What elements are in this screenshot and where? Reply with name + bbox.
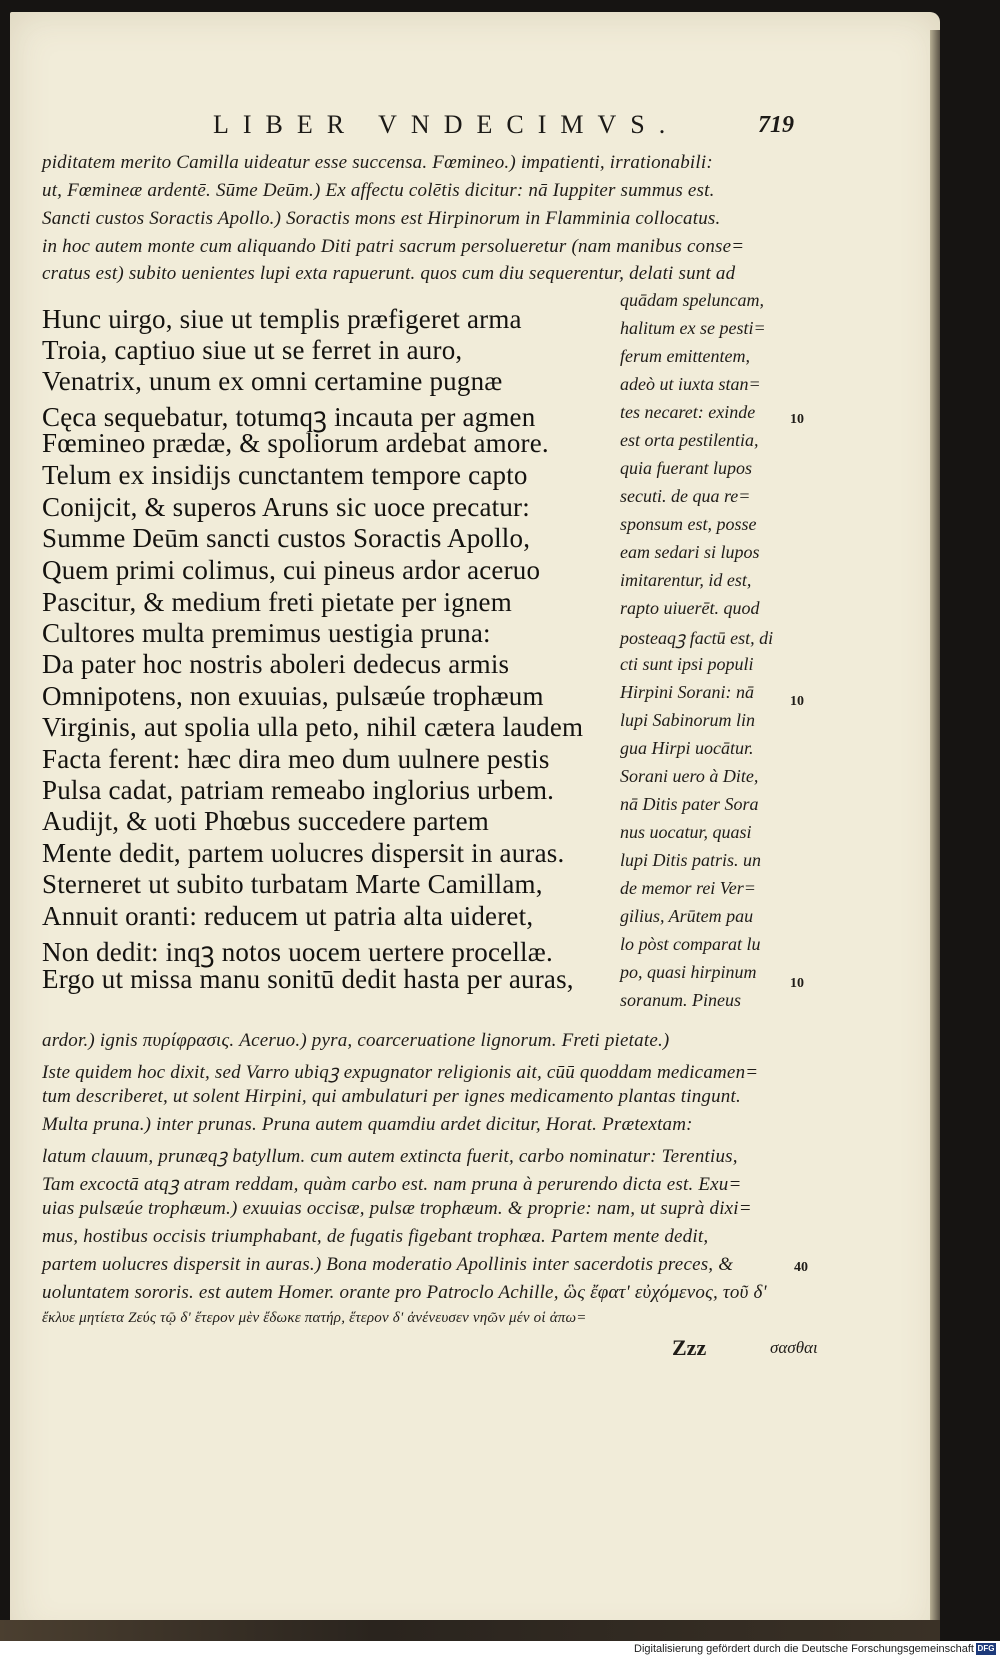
side-line: gilius, Arūtem pau (620, 906, 754, 926)
side-line: gua Hirpi uocātur. (620, 738, 754, 758)
signature-mark: Zzz (672, 1335, 707, 1360)
commentary-line: ἔκλυε μητίετα Ζεύς τῷ δ' ἕτερον μὲν ἔδωκε πατήρ, ἕτερον δ' ἀνένευσεν νηῶν μέν οἱ ἀπω= (42, 1310, 587, 1326)
side-line: quādam speluncam, (620, 290, 764, 310)
line-number: 10 (790, 412, 804, 427)
commentary-line: tum describeret, ut solent Hirpini, qui ambulaturi per ignes medicamento plantas tingunt. (42, 1086, 741, 1107)
verse-line: Cęca sequebatur, totumqꝫ incauta per agmen (42, 402, 536, 432)
side-line: secuti. de qua re= (620, 486, 751, 506)
commentary-line: partem uolucres dispersit in auras.) Bona moderatio Apollinis inter sacerdotis preces, & (42, 1254, 734, 1275)
side-line: eam sedari si lupos (620, 542, 760, 562)
verse-line: Audijt, & uoti Phœbus succedere partem (42, 806, 490, 836)
verse-line: Cultores multa premimus uestigia pruna: (42, 618, 491, 648)
side-line: est orta pestilentia, (620, 430, 759, 450)
commentary-line: in hoc autem monte cum aliquando Diti patri sacrum persolueretur (nam manibus conse= (42, 236, 745, 257)
side-line: imitarentur, id est, (620, 570, 752, 590)
commentary-line: Tam excoctā atqꝫ atram reddam, quàm carbo est. nam pruna à perurendo dicta est. Exu= (42, 1174, 742, 1195)
commentary-line: uias pulsæúe trophæum.) exuuias occisæ, pulsæ trophæum. & proprie: nam, ut suprà dixi= (42, 1198, 752, 1219)
running-title: LIBER VNDECIMVS. (213, 110, 680, 139)
side-line: de memor rei Ver= (620, 878, 756, 898)
verse-line: Hunc uirgo, siue ut templis præfigeret arma (42, 304, 522, 334)
verse-line: Sterneret ut subito turbatam Marte Camillam, (42, 869, 543, 899)
verse-line: Ergo ut missa manu sonitū dedit hasta per auras, (42, 964, 574, 994)
side-line: soranum. Pineus (620, 990, 741, 1010)
catchword: σασθαι (770, 1338, 818, 1357)
verse-line: Telum ex insidijs cunctantem tempore capto (42, 460, 528, 490)
side-line: rapto uiuerēt. quod (620, 598, 760, 618)
commentary-line: latum clauum, prunæqꝫ batyllum. cum autem extincta fuerit, carbo nominatur: Terentius, (42, 1146, 738, 1167)
verse-line: Da pater hoc nostris aboleri dedecus armis (42, 649, 510, 679)
commentary-line: ardor.) ignis πυρίφρασις. Aceruo.) pyra, coarceruatione lignorum. Freti pietate.) (42, 1030, 670, 1051)
side-line: posteaqꝫ factū est, di (620, 628, 774, 648)
commentary-line: uoluntatem sororis. est autem Homer. orante pro Patroclo Achille, ὣς ἔφατ' εὐχόμενος, τοῦ δ' (42, 1282, 767, 1303)
verse-line: Conijcit, & superos Aruns sic uoce precatur: (42, 492, 530, 522)
commentary-line: Iste quidem hoc dixit, sed Varro ubiqꝫ expugnator religionis ait, cūū quoddam medicamen= (42, 1062, 759, 1083)
verse-line: Fœmineo prædæ, & spoliorum ardebat amore. (42, 428, 549, 458)
side-line: Hirpini Sorani: nā (620, 682, 755, 702)
verse-line: Summe Deūm sancti custos Soractis Apollo, (42, 523, 531, 553)
side-line: tes necaret: exinde (620, 402, 756, 422)
side-line: adeò ut iuxta stan= (620, 374, 761, 394)
line-number: 10 (790, 976, 804, 991)
dfg-logo: DFG (977, 1644, 995, 1653)
page-bottom-edge (0, 1620, 940, 1642)
side-line: lo pòst comparat lu (620, 934, 761, 954)
folio-number: 719 (758, 112, 794, 138)
side-line: Sorani uero à Dite, (620, 766, 759, 786)
verse-line: Quem primi colimus, cui pineus ardor aceruo (42, 555, 541, 585)
side-line: lupi Ditis patris. un (620, 850, 762, 870)
commentary-line: cratus est) subito uenientes lupi exta rapuerunt. quos cum diu sequerentur, delati sunt ad (42, 263, 736, 284)
side-line: halitum ex se pesti= (620, 318, 766, 338)
commentary-line: Sancti custos Soractis Apollo.) Soractis mons est Hirpinorum in Flamminia collocatus. (42, 208, 721, 229)
margin-number: 40 (794, 1260, 808, 1275)
side-line: cti sunt ipsi populi (620, 654, 754, 674)
verse-line: Annuit oranti: reducem ut patria alta uideret, (42, 901, 534, 931)
side-line: po, quasi hirpinum (620, 962, 757, 982)
line-number: 10 (790, 694, 804, 709)
side-line: nus uocatur, quasi (620, 822, 752, 842)
commentary-line: piditatem merito Camilla uideatur esse succensa. Fœmineo.) impatienti, irrationabili: (42, 152, 713, 173)
commentary-line: mus, hostibus occisis triumphabant, de fugatis figebant trophæa. Partem mente dedit, (42, 1226, 709, 1247)
verse-line: Troia, captiuo siue ut se ferret in auro, (42, 335, 463, 365)
verse-line: Pulsa cadat, patriam remeabo inglorius urbem. (42, 775, 555, 805)
verse-line: Pascitur, & medium freti pietate per ignem (42, 587, 512, 617)
funding-note: Digitalisierung gefördert durch die Deutsche Forschungsgemeinschaft (634, 1643, 974, 1655)
side-line: sponsum est, posse (620, 514, 757, 534)
verse-line: Facta ferent: hæc dira meo dum uulnere pestis (42, 744, 550, 774)
page-edge (930, 30, 940, 1630)
side-line: lupi Sabinorum lin (620, 710, 756, 730)
verse-line: Non dedit: inqꝫ notos uocem uertere procellæ. (42, 937, 553, 967)
verse-line: Virginis, aut spolia ulla peto, nihil cætera laudem (42, 712, 584, 742)
side-line: nā Ditis pater Sora (620, 794, 759, 814)
commentary-line: ut, Fœmineæ ardentē. Sūme Deūm.) Ex affectu colētis dicitur: nā Iuppiter summus est. (42, 180, 715, 201)
side-line: ferum emittentem, (620, 346, 750, 366)
side-line: quia fuerant lupos (620, 458, 753, 478)
commentary-line: Multa pruna.) inter prunas. Pruna autem quamdiu ardet dicitur, Horat. Prætextam: (42, 1114, 693, 1135)
verse-line: Mente dedit, partem uolucres dispersit in auras. (42, 838, 565, 868)
verse-line: Venatrix, unum ex omni certamine pugnæ (42, 366, 503, 396)
verse-line: Omnipotens, non exuuias, pulsæúe trophæum (42, 681, 544, 711)
